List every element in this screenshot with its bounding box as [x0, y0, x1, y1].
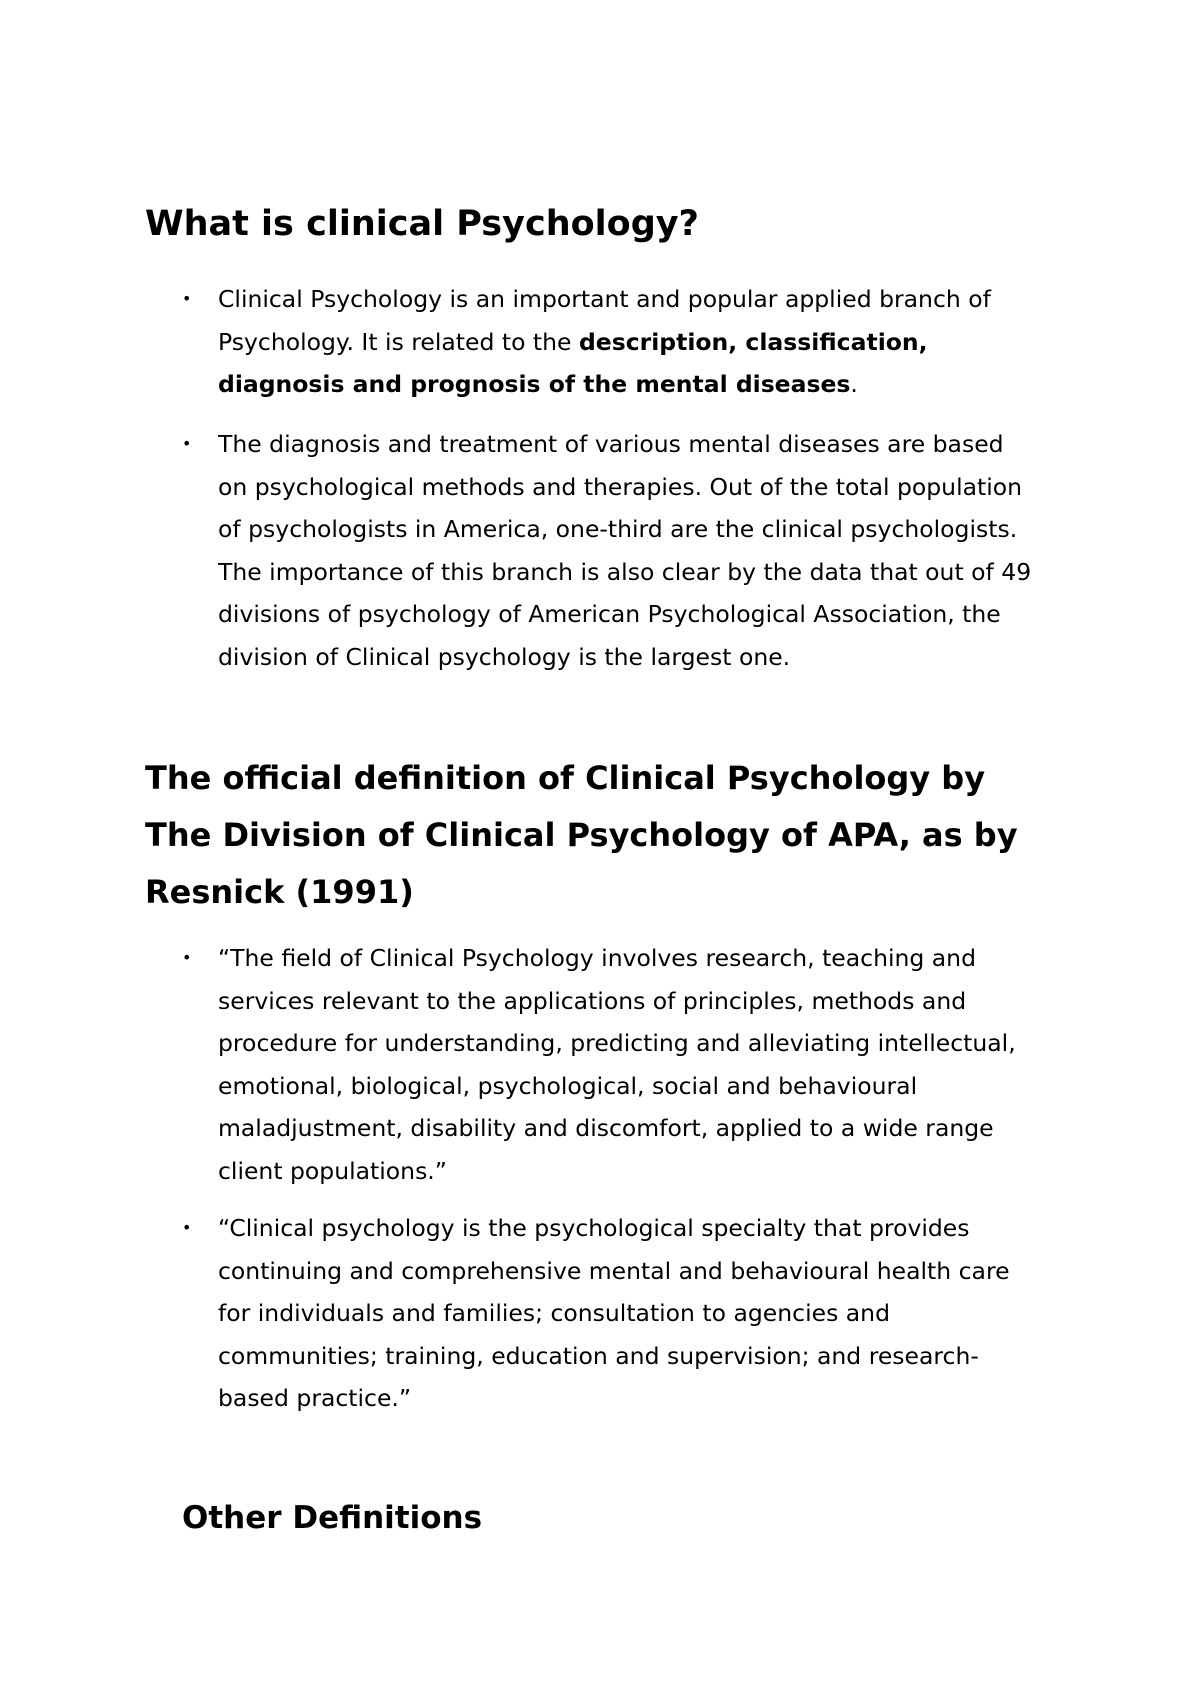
text-line: The importance of this branch is also clear by the data that out of 49: [218, 557, 1032, 586]
list-item-text: [218, 423, 1078, 678]
text-line: Clinical Psychology is an important and popular applied branch of: [218, 285, 991, 313]
text-line: maladjustment, disability and discomfort, applied to a wide range: [218, 1114, 994, 1142]
text-line: “Clinical psychology is the psychological specialty that provides: [218, 1214, 970, 1242]
text-line: procedure for understanding, predicting and alleviating intellectual,: [218, 1029, 1016, 1057]
heading-line: Resnick (1991): [145, 873, 414, 911]
text-line: “The field of Clinical Psychology involves research, teaching and: [218, 944, 976, 972]
section-heading: [145, 750, 1065, 921]
text-run: .: [850, 370, 858, 398]
text-line: of psychologists in America, one-third are the clinical psychologists.: [218, 515, 1018, 543]
section-heading: Other Definitions: [182, 1500, 483, 1536]
text-line: for individuals and families; consultation to agencies and: [218, 1299, 890, 1327]
text-line: services relevant to the applications of principles, methods and: [218, 986, 967, 1015]
text-line: [218, 363, 1078, 406]
page-title: What is clinical Psychology?: [145, 204, 699, 244]
list-item-text: [218, 1207, 1078, 1420]
text-line: divisions of psychology of American Psychological Association, the: [218, 600, 1001, 628]
bullet-icon: •: [182, 1218, 192, 1237]
text-line: The diagnosis and treatment of various mental diseases are based: [218, 430, 1004, 458]
heading-line: The Division of Clinical Psychology of APA, as by: [145, 816, 1018, 854]
bullet-icon: •: [182, 948, 192, 967]
text-line: emotional, biological, psychological, social and behavioural: [218, 1071, 918, 1100]
text-line: division of Clinical psychology is the largest one.: [218, 642, 791, 671]
list-item-text: [218, 278, 1078, 406]
bullet-icon: •: [182, 434, 192, 453]
text-line: [218, 321, 1078, 364]
text-line: on psychological methods and therapies. Out of the total population: [218, 472, 1023, 501]
bold-text: diagnosis and prognosis of the mental diseases: [218, 370, 851, 398]
text-line: client populations.”: [218, 1156, 447, 1185]
text-line: continuing and comprehensive mental and behavioural health care: [218, 1256, 1010, 1285]
bullet-icon: •: [182, 289, 192, 308]
bold-text: description, classification,: [578, 327, 928, 356]
text-line: based practice.”: [218, 1384, 412, 1412]
list-item-text: [218, 937, 1078, 1192]
heading-line: The official definition of Clinical Psychology by: [145, 759, 986, 797]
text-run: Psychology. It is related to the: [218, 327, 579, 356]
text-line: communities; training, education and supervision; and research-: [218, 1341, 979, 1370]
